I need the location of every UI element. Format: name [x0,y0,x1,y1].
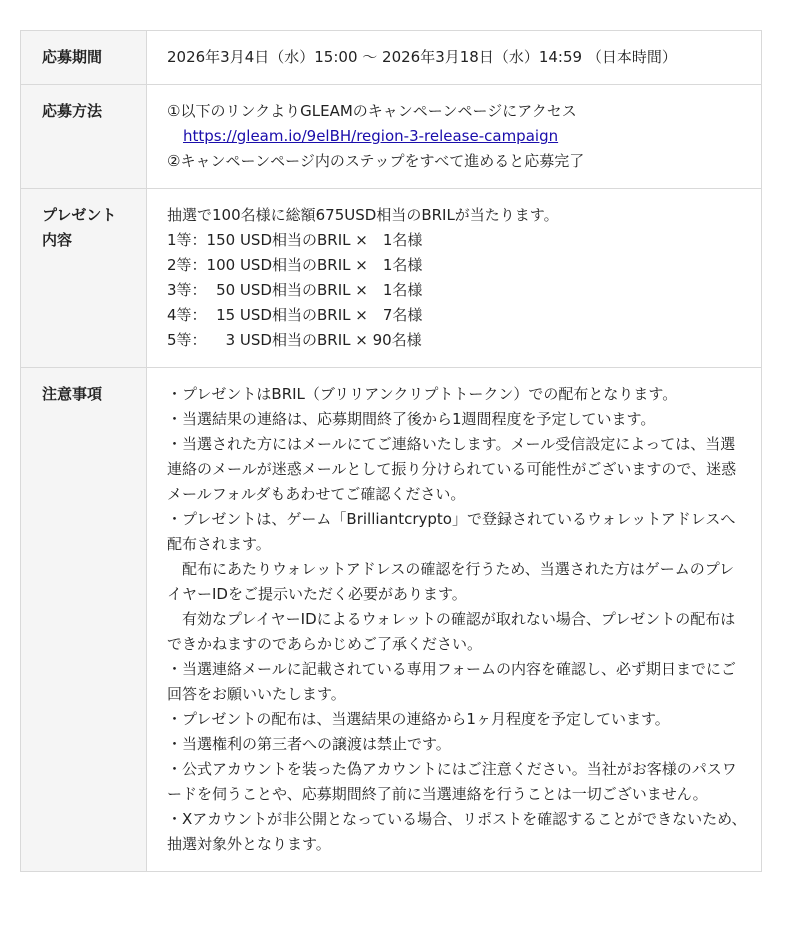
prize-summary: 抽選で100名様に総額675USD相当のBRILが当たります。 [167,206,559,224]
method-value [147,85,762,189]
prize-label-line-2: 内容 [42,231,73,249]
prize-tier-1: 1等：150 USD相当のBRIL × 1名様 [167,231,423,249]
note-item: ・当選権利の第三者への譲渡は禁止です。 [167,735,451,753]
method-step-2: ②キャンペーンページ内のステップをすべて進めると応募完了 [167,152,585,170]
note-item: ・公式アカウントを装った偽アカウントにはご注意ください。当社がお客様のパスワードを伺うことや、応募期間終了前に当選連絡を行うことは一切ございません。 [167,760,737,803]
period-label: 応募期間 [21,31,147,85]
notes-value [147,368,762,872]
note-item: ・プレゼントはBRIL（ブリリアンクリプトトークン）での配布となります。 [167,385,678,403]
period-row [21,31,762,85]
note-item: ・当選連絡メールに記載されている専用フォームの内容を確認し、必ず期日までにご回答をお願いいたします。 [167,660,736,703]
note-item: ・プレゼントは、ゲーム「Brilliantcrypto」で登録されているウォレットアドレスへ配布されます。 [167,510,736,553]
prize-value [147,189,762,368]
notes-row [21,368,762,872]
note-item: ・当選結果の連絡は、応募期間終了後から1週間程度を予定しています。 [167,410,656,428]
method-label: 応募方法 [21,85,147,189]
prize-label-line-1: プレゼント [42,206,117,224]
campaign-link[interactable]: https://gleam.io/9elBH/region-3-release-campaign [183,127,559,145]
notes-label: 注意事項 [21,368,147,872]
prize-label [21,189,147,368]
campaign-info-table [20,30,762,872]
prize-tier-3: 3等： 50 USD相当のBRIL × 1名様 [167,281,423,299]
method-step-1: ①以下のリンクよりGLEAMのキャンペーンページにアクセス [167,102,577,120]
method-row [21,85,762,189]
note-item: 有効なプレイヤーIDによるウォレットの確認が取れない場合、プレゼントの配布はできかねますのであらかじめご了承ください。 [167,610,736,653]
note-item: ・Xアカウントが非公開となっている場合、リポストを確認することができないため、抽選対象外となります。 [167,810,747,853]
note-item: ・プレゼントの配布は、当選結果の連絡から1ヶ月程度を予定しています。 [167,710,670,728]
note-item: 配布にあたりウォレットアドレスの確認を行うため、当選された方はゲームのプレイヤーIDをご提示いただく必要があります。 [167,560,735,603]
note-item: ・当選された方にはメールにてご連絡いたします。メール受信設定によっては、当選連絡のメールが迷惑メールとして振り分けられている可能性がございますので、迷惑メールフォルダもあわせてご確認ください。 [167,435,737,503]
prize-tier-2: 2等：100 USD相当のBRIL × 1名様 [167,256,423,274]
prize-row [21,189,762,368]
period-value: 2026年3月4日（水）15:00 〜 2026年3月18日（水）14:59 （日本時間） [147,31,762,85]
prize-tier-5: 5等： 3 USD相当のBRIL × 90名様 [167,331,422,349]
prize-tier-4: 4等： 15 USD相当のBRIL × 7名様 [167,306,423,324]
